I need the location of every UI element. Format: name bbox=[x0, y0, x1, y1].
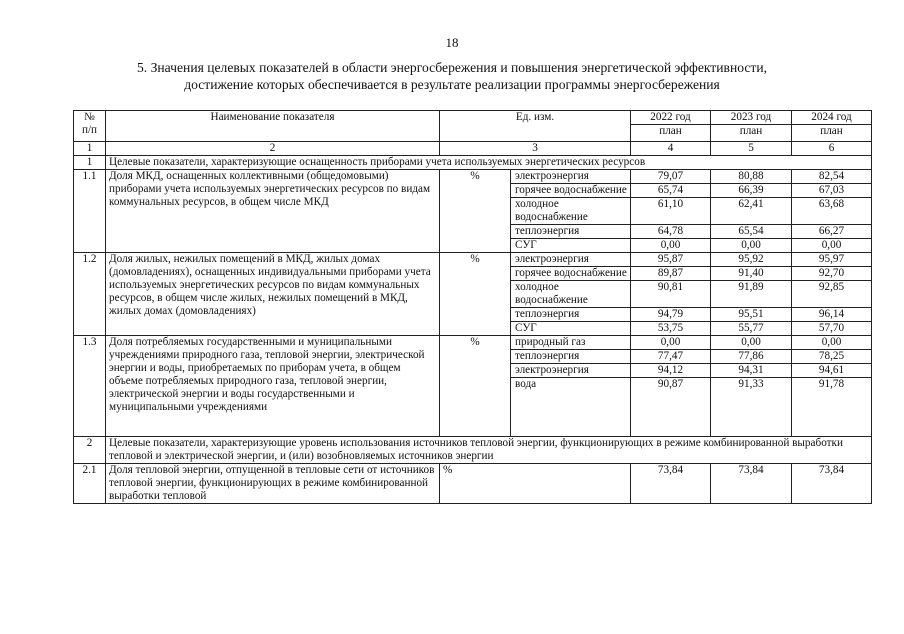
value-2022: 77,47 bbox=[631, 350, 711, 364]
col-index-6: 6 bbox=[792, 142, 872, 156]
value-2024: 73,84 bbox=[792, 464, 872, 504]
row-1-2-num: 1.2 bbox=[74, 253, 106, 336]
resource-name: электроэнергия bbox=[511, 253, 631, 267]
value-2022: 89,87 bbox=[631, 267, 711, 281]
value-2022: 90,81 bbox=[631, 281, 711, 308]
value-2023: 62,41 bbox=[711, 198, 792, 225]
value-2024: 57,70 bbox=[792, 322, 872, 336]
row-2-1-num: 2.1 bbox=[74, 464, 106, 504]
value-2022: 79,07 bbox=[631, 170, 711, 184]
header-2023 bbox=[711, 111, 792, 142]
value-2022: 0,00 bbox=[631, 239, 711, 253]
value-2022: 61,10 bbox=[631, 198, 711, 225]
value-2024: 0,00 bbox=[792, 239, 872, 253]
value-2022: 53,75 bbox=[631, 322, 711, 336]
value-2024: 63,68 bbox=[792, 198, 872, 225]
value-2023: 55,77 bbox=[711, 322, 792, 336]
row-1-1-unit: % bbox=[440, 170, 511, 253]
value-2023: 95,92 bbox=[711, 253, 792, 267]
header-2024 bbox=[792, 111, 872, 142]
row-1-1-electricity bbox=[74, 170, 872, 184]
section-2-row bbox=[74, 437, 872, 464]
title-line-1: 5. Значения целевых показателей в области энергосбережения и повышения энергетической эффективности, bbox=[137, 60, 767, 75]
value-2023: 0,00 bbox=[711, 336, 792, 350]
value-2024: 92,85 bbox=[792, 281, 872, 308]
resource-name: электроэнергия bbox=[511, 170, 631, 184]
resource-name: холодное водоснабжение bbox=[511, 281, 631, 308]
header-2022-year: 2022 год bbox=[631, 111, 710, 125]
section-1-row bbox=[74, 156, 872, 170]
header-num bbox=[74, 111, 106, 142]
resource-name: теплоэнергия bbox=[511, 350, 631, 364]
value-2024: 95,97 bbox=[792, 253, 872, 267]
value-2022: 73,84 bbox=[631, 464, 711, 504]
col-index-1: 1 bbox=[74, 142, 106, 156]
section-1-text: Целевые показатели, характеризующие оснащенность приборами учета используемых энергетических ресурсов bbox=[106, 156, 872, 170]
resource-name: СУГ bbox=[511, 322, 631, 336]
title-line-2: достижение которых обеспечивается в результате реализации программы энергосбережения bbox=[184, 77, 720, 92]
value-2024: 0,00 bbox=[792, 336, 872, 350]
value-2024: 91,78 bbox=[792, 378, 872, 437]
section-1-num: 1 bbox=[74, 156, 106, 170]
section-2-text: Целевые показатели, характеризующие уровень использования источников тепловой энергии, функционирующих в режиме комбинированной выработки тепловой и электрической энергии, и (или) возобновляемых источников энергии bbox=[106, 437, 872, 464]
page-number: 18 bbox=[445, 35, 459, 50]
value-2023: 73,84 bbox=[711, 464, 792, 504]
row-1-3-num: 1.3 bbox=[74, 336, 106, 437]
value-2022: 94,79 bbox=[631, 308, 711, 322]
value-2022: 65,74 bbox=[631, 184, 711, 198]
row-1-2-unit: % bbox=[440, 253, 511, 336]
header-2024-year: 2024 год bbox=[792, 111, 871, 125]
row-1-1-num: 1.1 bbox=[74, 170, 106, 253]
value-2024: 96,14 bbox=[792, 308, 872, 322]
value-2024: 92,70 bbox=[792, 267, 872, 281]
resource-name: теплоэнергия bbox=[511, 308, 631, 322]
header-num-line1: № bbox=[84, 111, 95, 123]
value-2022: 95,87 bbox=[631, 253, 711, 267]
value-2024: 94,61 bbox=[792, 364, 872, 378]
header-name: Наименование показателя bbox=[106, 111, 440, 142]
header-2023-plan: план bbox=[739, 125, 763, 137]
value-2023: 0,00 bbox=[711, 239, 792, 253]
value-2024: 82,54 bbox=[792, 170, 872, 184]
header-2022-plan: план bbox=[659, 125, 682, 137]
value-2023: 94,31 bbox=[711, 364, 792, 378]
col-index-5: 5 bbox=[711, 142, 792, 156]
value-2023: 95,51 bbox=[711, 308, 792, 322]
value-2023: 91,33 bbox=[711, 378, 792, 437]
row-1-2-electricity bbox=[74, 253, 872, 267]
resource-name: холодное водоснабжение bbox=[511, 198, 631, 225]
value-2022: 64,78 bbox=[631, 225, 711, 239]
value-2024: 78,25 bbox=[792, 350, 872, 364]
col-index-4: 4 bbox=[631, 142, 711, 156]
col-index-2: 2 bbox=[106, 142, 440, 156]
value-2024: 67,03 bbox=[792, 184, 872, 198]
col-index-3: 3 bbox=[440, 142, 631, 156]
value-2023: 80,88 bbox=[711, 170, 792, 184]
value-2023: 66,39 bbox=[711, 184, 792, 198]
value-2022: 94,12 bbox=[631, 364, 711, 378]
section-2-num: 2 bbox=[74, 437, 106, 464]
resource-name: теплоэнергия bbox=[511, 225, 631, 239]
value-2023: 65,54 bbox=[711, 225, 792, 239]
row-2-1-name: Доля тепловой энергии, отпущенной в тепловые сети от источников тепловой энергии, функционирующих в режиме комбинированной выработки тепловой bbox=[106, 464, 440, 504]
resource-name: вода bbox=[511, 378, 631, 437]
resource-name: горячее водоснабжение bbox=[511, 267, 631, 281]
value-2023: 91,89 bbox=[711, 281, 792, 308]
row-2-1-unit: % bbox=[440, 464, 631, 504]
row-2-1 bbox=[74, 464, 872, 504]
value-2023: 91,40 bbox=[711, 267, 792, 281]
value-2024: 66,27 bbox=[792, 225, 872, 239]
header-2024-plan: план bbox=[820, 125, 843, 137]
section-title bbox=[60, 59, 844, 93]
header-2023-year: 2023 год bbox=[711, 111, 791, 125]
row-1-3-natural-gas bbox=[74, 336, 872, 350]
resource-name: горячее водоснабжение bbox=[511, 184, 631, 198]
value-2023: 77,86 bbox=[711, 350, 792, 364]
resource-name: природный газ bbox=[511, 336, 631, 350]
header-row bbox=[74, 111, 872, 142]
value-2022: 0,00 bbox=[631, 336, 711, 350]
indicators-table bbox=[73, 110, 872, 504]
value-2022: 90,87 bbox=[631, 378, 711, 437]
column-index-row bbox=[74, 142, 872, 156]
header-unit: Ед. изм. bbox=[440, 111, 631, 142]
row-1-3-unit: % bbox=[440, 336, 511, 437]
resource-name: электроэнергия bbox=[511, 364, 631, 378]
row-1-2-name: Доля жилых, нежилых помещений в МКД, жилых домах (домовладениях), оснащенных индивидуальными приборами учета используемых энергетических ресурсов по видам коммунальных ресурсов, в общем числе жилых, нежилых помещений в МКД, жилых домах (домовладениях) bbox=[106, 253, 440, 336]
header-2022 bbox=[631, 111, 711, 142]
row-1-3-name: Доля потребляемых государственными и муниципальными учреждениями природного газа, тепловой энергии, электрической энергии и воды, приобретаемых по приборам учета, в общем объеме потребляемых природного газа, тепловой энергии, электрической энергии и воды государственными и муниципальными учреждениями bbox=[106, 336, 440, 437]
resource-name: СУГ bbox=[511, 239, 631, 253]
row-1-1-name: Доля МКД, оснащенных коллективными (общедомовыми) приборами учета используемых энергетических ресурсов по видам коммунальных ресурсов, в общем числе МКД bbox=[106, 170, 440, 253]
header-num-line2: п/п bbox=[81, 124, 98, 136]
